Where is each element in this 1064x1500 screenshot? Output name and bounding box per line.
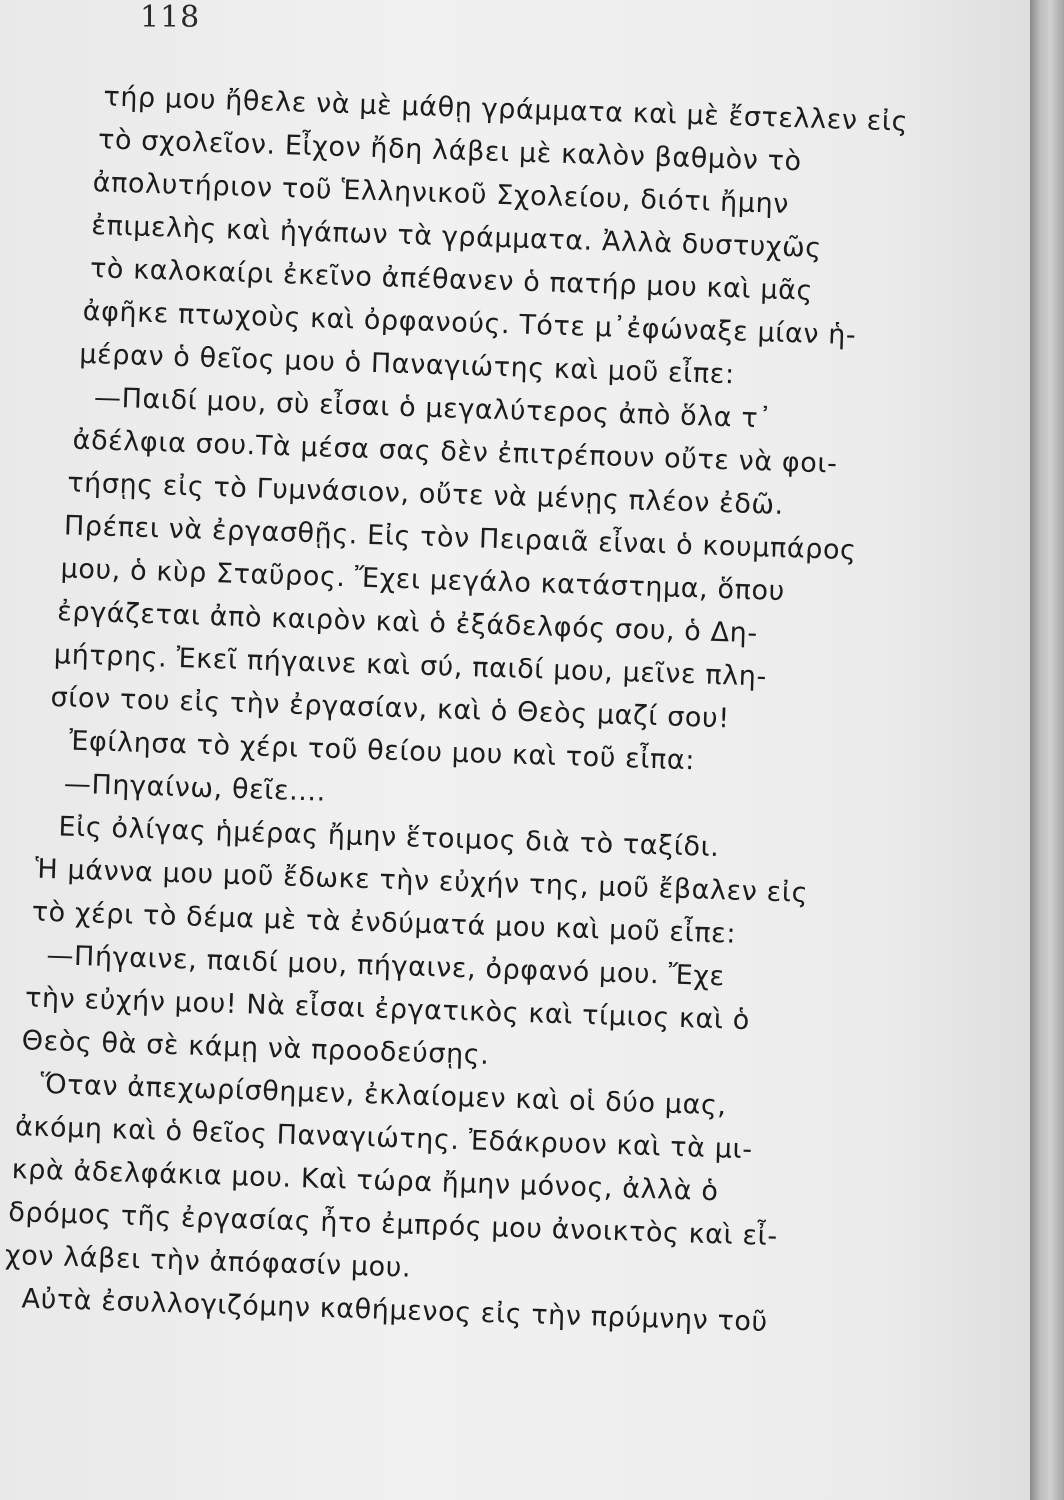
text-line: τὸ χέρι τὸ δέμα μὲ τὰ ἐνδύματά μου καὶ μοῦ εἶπε: bbox=[31, 896, 737, 950]
text-line: μου, ὁ κὺρ Σταῦρος. Ἔχει μεγάλο κατάστημα, ὅπου bbox=[60, 553, 786, 608]
text-line: τὴν εὐχήν μου! Νὰ εἶσαι ἐργατικὸς καὶ τίμιος καὶ ὁ bbox=[24, 982, 751, 1037]
text-line: —Πήγαινε, παιδί μου, πήγαινε, ὀρφανό μου. Ἔχε bbox=[46, 940, 726, 993]
text-line: —Πηγαίνω, θεῖε.... bbox=[63, 768, 327, 808]
text-line: τήσῃς εἰς τὸ Γυμνάσιον, οὔτε νὰ μένῃς πλέον ἐδῶ. bbox=[66, 467, 785, 521]
text-line: τὸ καλοκαίρι ἐκεῖνο ἀπέθανεν ὁ πατήρ μου καὶ μᾶς bbox=[89, 253, 814, 307]
text-line: τὸ σχολεῖον. Εἶχον ἤδη λάβει μὲ καλὸν βαθμὸν τὸ bbox=[97, 124, 803, 178]
text-line: ἀπολυτήριον τοῦ Ἑλληνικοῦ Σχολείου, διότι ἤμην bbox=[92, 167, 790, 220]
text-line: κρὰ ἀδελφάκια μου. Καὶ τώρα ἤμην μόνος, ἀλλὰ ὁ bbox=[11, 1154, 719, 1208]
text-line: Ἐφίλησα τὸ χέρι τοῦ θείου μου καὶ τοῦ εἶπα: bbox=[68, 725, 696, 777]
text-line: τήρ μου ἤθελε νὰ μὲ μάθῃ γράμματα καὶ μὲ ἔστελλεν εἰς bbox=[103, 81, 909, 138]
adjacent-page-edge bbox=[1030, 0, 1064, 1500]
text-line: Αὐτὰ ἐσυλλογιζόμην καθήμενος εἰς τὴν πρύμνην τοῦ bbox=[21, 1283, 769, 1338]
text-line: Θεὸς θὰ σὲ κάμῃ νὰ προοδεύσῃς. bbox=[21, 1025, 490, 1071]
text-line: μήτρης. Ἐκεῖ πήγαινε καὶ σύ, παιδί μου, μεῖνε πλη- bbox=[53, 639, 768, 693]
text-line: σίον του εἰς τὴν ἐργασίαν, καὶ ὁ Θεὸς μαζί σου! bbox=[50, 682, 731, 735]
text-line: μέραν ὁ θεῖος μου ὁ Παναγιώτης καὶ μοῦ εἶπε: bbox=[78, 338, 736, 391]
text-line: Ὅταν ἀπεχωρίσθημεν, ἐκλαίομεν καὶ οἱ δύο μας, bbox=[39, 1068, 728, 1122]
text-line: ἀκόμη καὶ ὁ θεῖος Παναγιώτης. Ἐδάκρυον καὶ τὰ μι- bbox=[14, 1111, 754, 1166]
text-line: ἀφῆκε πτωχοὺς καὶ ὀρφανούς. Τότε μ᾽ἐφώναξε μίαν ἡ- bbox=[82, 295, 857, 352]
text-line: ἀδέλφια σου.Τὰ μέσα σας δὲν ἐπιτρέπουν οὔτε νὰ φοι- bbox=[72, 424, 839, 480]
text-line: Ἡ μάννα μου μοῦ ἔδωκε τὴν εὐχήν της, μοῦ ἔβαλεν εἰς bbox=[34, 853, 809, 909]
page-number: 118 bbox=[140, 0, 201, 35]
text-line: Πρέπει νὰ ἐργασθῇς. Εἰς τὸν Πειραιᾶ εἶναι ὁ κουμπάρος bbox=[63, 510, 857, 567]
text-line: Εἰς ὀλίγας ἡμέρας ἤμην ἕτοιμος διὰ τὸ ταξίδι. bbox=[58, 811, 720, 864]
text-line: ἐπιμελὴς καὶ ἠγάπων τὰ γράμματα. Ἀλλὰ δυστυχῶς bbox=[90, 210, 823, 265]
body-text bbox=[4, 80, 940, 1338]
text-line: χον λάβει τὴν ἀπόφασίν μου. bbox=[4, 1239, 412, 1284]
text-line: δρόμος τῆς ἐργασίας ἦτο ἐμπρός μου ἀνοικτὸς καὶ εἶ- bbox=[7, 1196, 779, 1253]
text-line: —Παιδί μου, σὺ εἶσαι ὁ μεγαλύτερος ἀπὸ ὅλα τ᾽ bbox=[93, 382, 773, 435]
text-line: ἐργάζεται ἀπὸ καιρὸν καὶ ὁ ἐξάδελφός σου, ὁ Δη- bbox=[56, 596, 759, 650]
